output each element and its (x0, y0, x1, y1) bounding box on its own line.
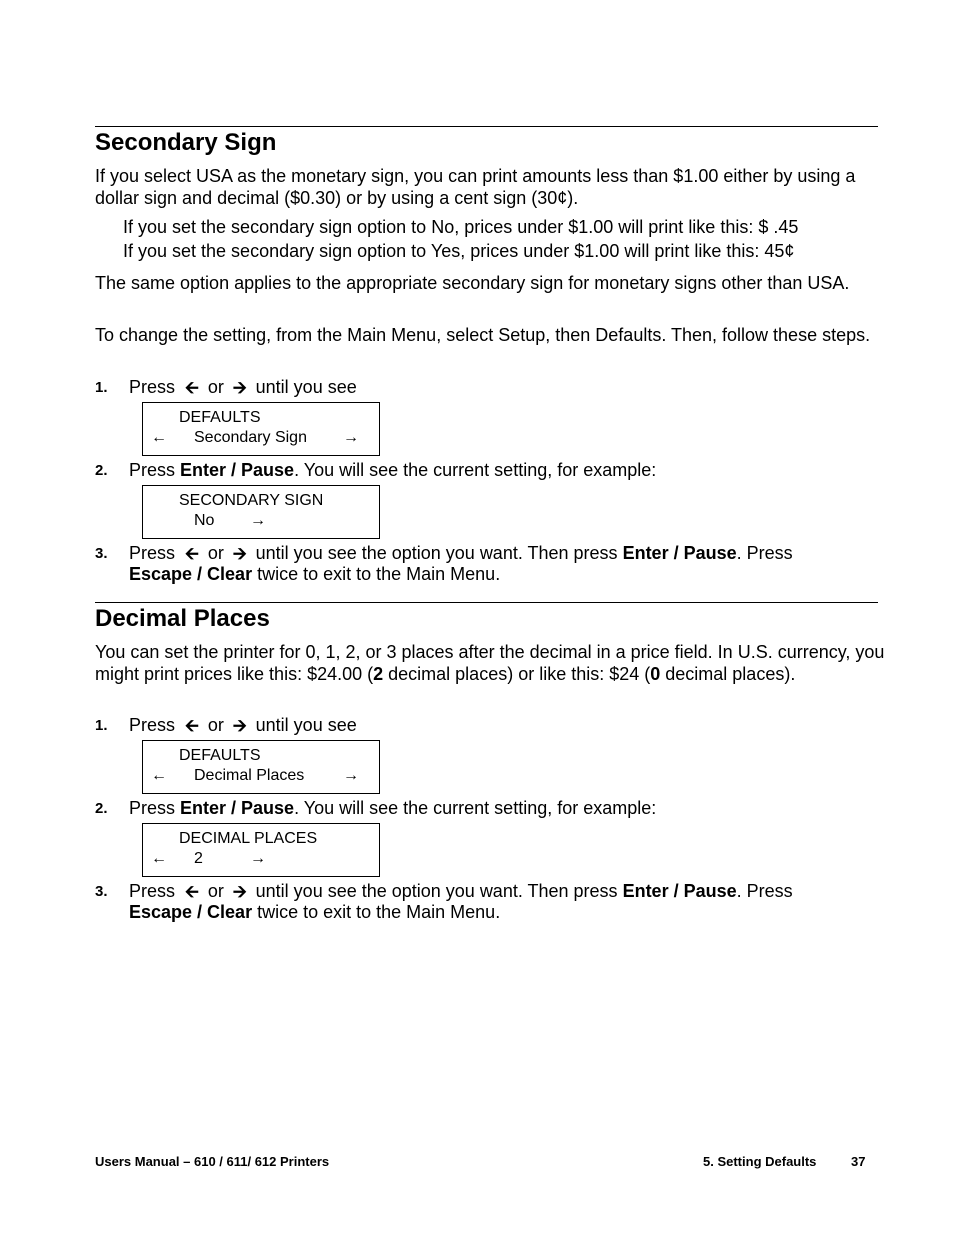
lcd-display-defaults (142, 740, 380, 794)
lcd-line-2: Secondary Sign (194, 429, 307, 446)
section-heading-secondary-sign: Secondary Sign (95, 129, 277, 156)
lcd-line-2: No (194, 512, 215, 529)
step-text: Press Enter / Pause. You will see the current setting, for example: (129, 460, 657, 480)
example-no: If you set the secondary sign option to No, prices under $1.00 will print like this: $ .45 (123, 217, 799, 237)
key-name: Enter / Pause (622, 543, 737, 563)
left-arrow-icon: ← (151, 850, 167, 867)
key-name: Enter / Pause (180, 798, 295, 818)
lcd-line-2: 2 (194, 850, 203, 867)
lcd-line-1: SECONDARY SIGN (179, 492, 324, 509)
example-yes: If you set the secondary sign option to Yes, prices under $1.00 will print like this: 45¢ (123, 241, 795, 261)
section-heading-decimal-places: Decimal Places (95, 605, 270, 632)
left-arrow-icon: ← (151, 429, 167, 446)
left-arrow-key-icon: 🡨 (185, 882, 199, 901)
step-number: 1. (95, 717, 108, 734)
secondary-sign-para2: The same option applies to the appropriate secondary sign for monetary signs other than USA. (95, 273, 850, 293)
lcd-display-decimal-places (142, 823, 380, 877)
key-name: Enter / Pause (622, 881, 737, 901)
lcd-display-secondary-sign (142, 485, 380, 539)
step-text: Press 🡨 or 🡪 until you see (129, 715, 357, 735)
step-number: 1. (95, 379, 108, 396)
step-text: Press 🡨 or 🡪 until you see the option you want. Then press Enter / Pause. Press Escape / Clear twice to exit to the Main Menu. (129, 543, 793, 584)
footer-page-number: 37 (851, 1154, 866, 1169)
right-arrow-icon: → (343, 429, 359, 446)
secondary-sign-para3: To change the setting, from the Main Menu, select Setup, then Defaults. Then, follow these steps. (95, 325, 871, 345)
right-arrow-icon: → (250, 512, 266, 529)
right-arrow-key-icon: 🡪 (232, 378, 247, 397)
right-arrow-key-icon: 🡪 (232, 882, 247, 901)
left-arrow-icon: ← (151, 767, 167, 784)
secondary-sign-intro: If you select USA as the monetary sign, you can print amounts less than $1.00 either by using a dollar sign and decimal ($0.30) or by using a cent sign (30¢). (95, 166, 856, 208)
lcd-line-1: DECIMAL PLACES (179, 830, 318, 847)
lcd-display-defaults (142, 402, 380, 456)
lcd-line-1: DEFAULTS (179, 747, 261, 764)
lcd-line-2: Decimal Places (194, 767, 305, 784)
section-divider (95, 602, 878, 603)
lcd-line-1: DEFAULTS (179, 409, 261, 426)
step-number: 3. (95, 883, 108, 900)
right-arrow-key-icon: 🡪 (232, 716, 247, 735)
key-name: Escape / Clear (129, 564, 253, 584)
section-divider (95, 126, 878, 127)
right-arrow-key-icon: 🡪 (232, 544, 247, 563)
step-text: Press Enter / Pause. You will see the current setting, for example: (129, 798, 657, 818)
step-number: 3. (95, 545, 108, 562)
key-name: Escape / Clear (129, 902, 253, 922)
footer-section: 5. Setting Defaults (703, 1154, 817, 1169)
step-number: 2. (95, 462, 108, 479)
step-number: 2. (95, 800, 108, 817)
footer-manual-title: Users Manual – 610 / 611/ 612 Printers (95, 1154, 330, 1169)
right-arrow-icon: → (250, 850, 266, 867)
right-arrow-icon: → (343, 767, 359, 784)
step-text: Press 🡨 or 🡪 until you see the option you want. Then press Enter / Pause. Press Escape / Clear twice to exit to the Main Menu. (129, 881, 793, 922)
left-arrow-key-icon: 🡨 (185, 378, 199, 397)
decimal-places-intro: You can set the printer for 0, 1, 2, or 3 places after the decimal in a price field. In U.S. currency, you might print prices like this: $24.00 (2 decimal places) or like this: $24 (0 decimal places). (95, 642, 885, 684)
step-text: Press 🡨 or 🡪 until you see (129, 377, 357, 397)
left-arrow-key-icon: 🡨 (185, 716, 199, 735)
left-arrow-key-icon: 🡨 (185, 544, 199, 563)
key-name: Enter / Pause (180, 460, 295, 480)
